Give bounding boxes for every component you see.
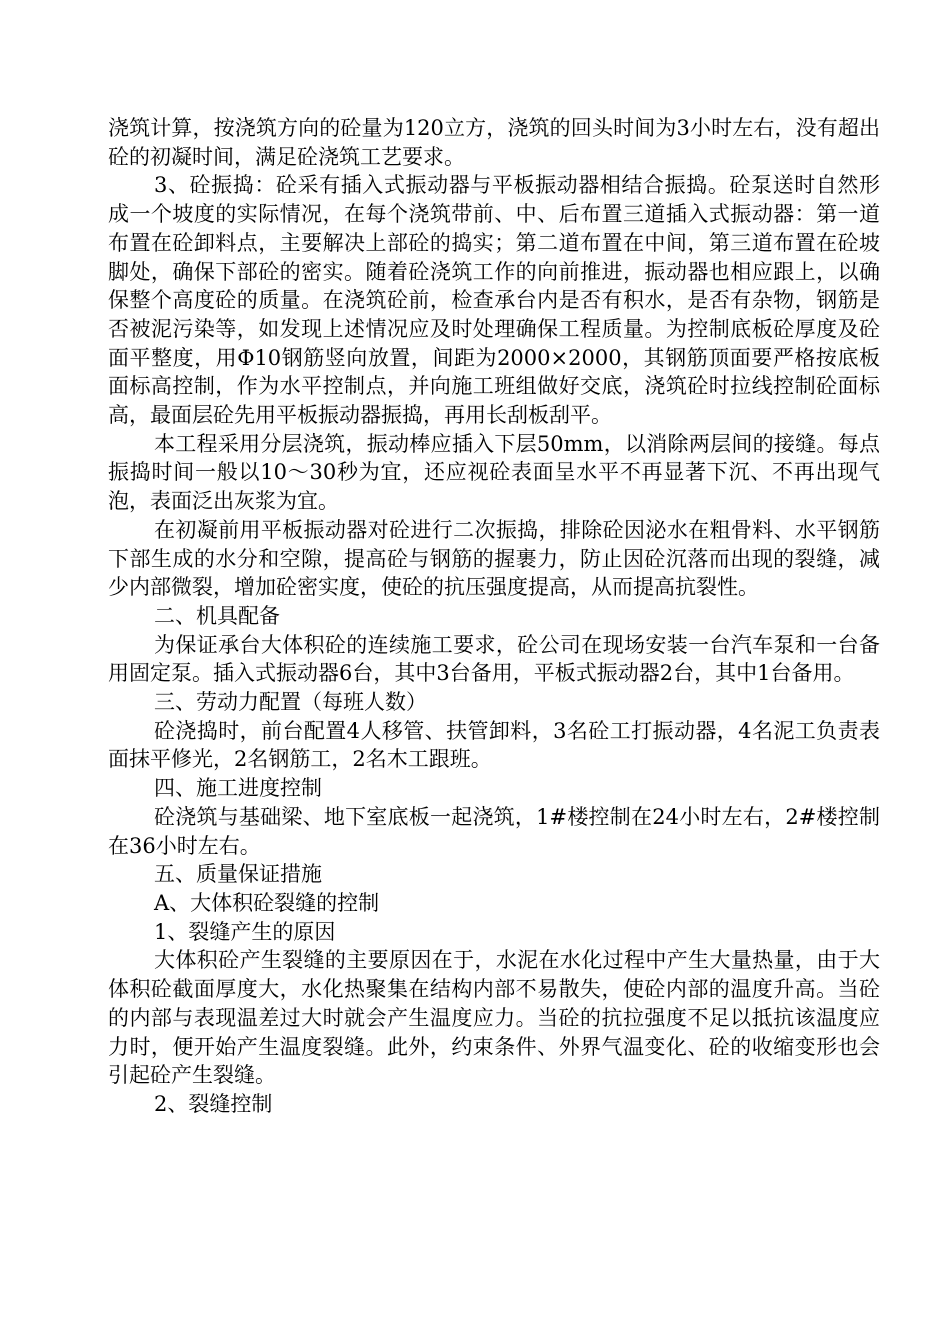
section-heading-schedule: 四、施工进度控制 <box>154 776 322 801</box>
paragraph-vibration: 3、砼振捣：砼采有插入式振动器与平板振动器相结合振捣。砼泵送时自然形成一个坡度的实际情况，在每个浇筑带前、中、后布置三道插入式振动器：第一道布置在砼卸料点，主要解决上部砼的捣实；第二道布置在中间，第三道布置在砼坡脚处，确保下部砼的密实。随着砼浇筑工作的向前推进，振动器也相应跟上，以确保整个高度砼的质量。在浇筑砼前，检查承台内是否有积水，是否有杂物，钢筋是否被泥污染等，如发现上述情况应及时处理确保工程质量。为控制底板砼厚度及砼面平整度，用Φ10钢筋竖向放置，间距为2000×2000，其钢筋顶面要严格按底板面标高控制，作为水平控制点，并向施工班组做好交底，浇筑砼时拉线控制砼面标高，最面层砼先用平板振动器振捣，再用长刮板刮平。 <box>108 173 880 428</box>
paragraph-schedule: 砼浇筑与基础梁、地下室底板一起浇筑，1#楼控制在24小时左右，2#楼控制在36小时左右。 <box>108 804 880 858</box>
section-heading-labor: 三、劳动力配置（每班人数） <box>154 690 427 715</box>
paragraph-labor: 砼浇捣时，前台配置4人移管、扶管卸料，3名砼工打振动器，4名泥工负责表面抹平修光，2名钢筋工，2名木工跟班。 <box>108 718 880 772</box>
paragraph-equipment: 为保证承台大体积砼的连续施工要求，砼公司在现场安装一台汽车泵和一台备用固定泵。插入式振动器6台，其中3台备用，平板式振动器2台，其中1台备用。 <box>108 632 880 686</box>
paragraph-crack-causes: 大体积砼产生裂缝的主要原因在于，水泥在水化过程中产生大量热量，由于大体积砼截面厚度大，水化热聚集在结构内部不易散失，使砼内部的温度升高。当砼的内部与表现温差过大时就会产生温度应力。当砼的抗拉强度不足以抵抗该温度应力时，便开始产生温度裂缝。此外，约束条件、外界气温变化、砼的收缩变形也会引起砼产生裂缝。 <box>108 948 880 1088</box>
section-heading-quality: 五、质量保证措施 <box>154 862 322 887</box>
paragraph-layered-pour: 本工程采用分层浇筑，振动棒应插入下层50mm，以消除两层间的接缝。每点振捣时间一般以10～30秒为宜，还应视砼表面呈水平不再显著下沉、不再出现气泡，表面泛出灰浆为宜。 <box>108 431 880 514</box>
subsection-heading-crack-measures: 2、裂缝控制 <box>154 1091 273 1116</box>
subsection-heading-crack-control: A、大体积砼裂缝的控制 <box>154 890 380 915</box>
section-heading-equipment: 二、机具配备 <box>154 603 280 628</box>
paragraph-continuation: 浇筑计算，按浇筑方向的砼量为120立方，浇筑的回头时间为3小时左右，没有超出砼的初凝时间，满足砼浇筑工艺要求。 <box>108 116 880 169</box>
paragraph-secondary-vibration: 在初凝前用平板振动器对砼进行二次振捣，排除砼因泌水在粗骨料、水平钢筋下部生成的水分和空隙，提高砼与钢筋的握裹力，防止因砼沉落而出现的裂缝，减少内部微裂，增加砼密实度，使砼的抗压强度提高，从而提高抗裂性。 <box>108 517 880 600</box>
document-page <box>108 114 880 1119</box>
subsection-heading-crack-causes: 1、裂缝产生的原因 <box>154 919 336 944</box>
